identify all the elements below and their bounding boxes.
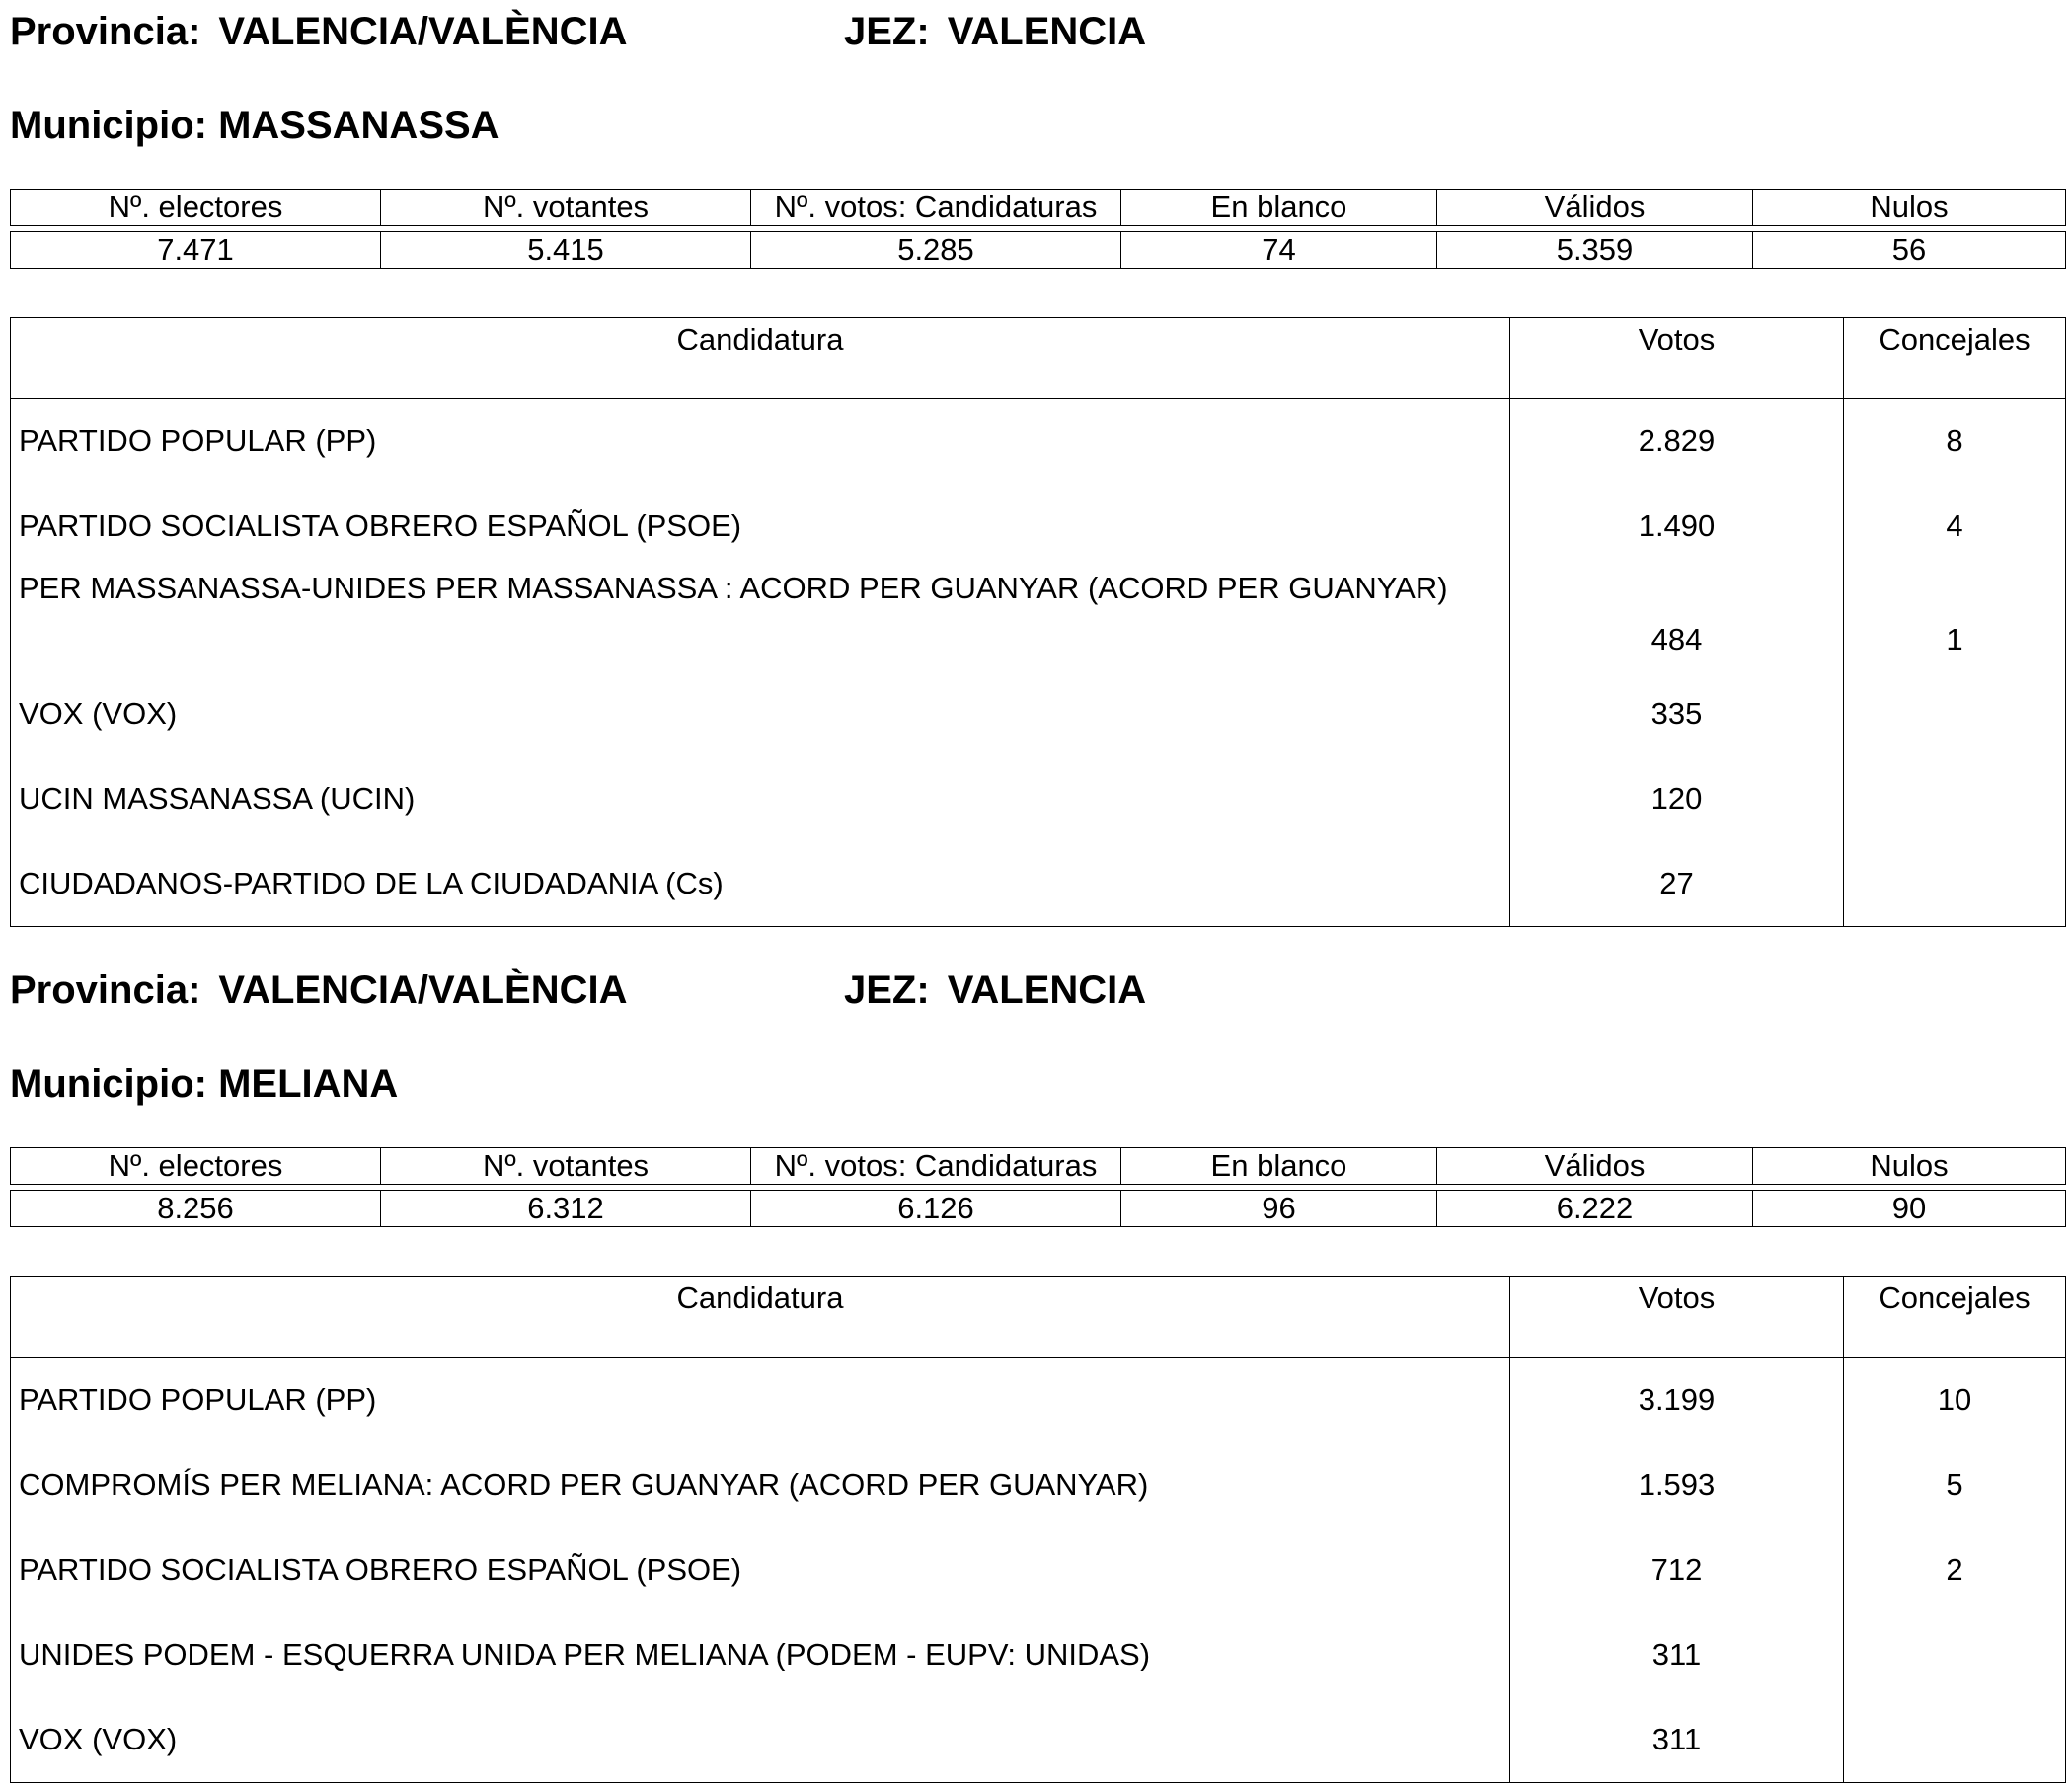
table-row xyxy=(11,1527,2066,1612)
stats-header: Nº. electores xyxy=(11,190,381,226)
table-row xyxy=(11,1697,2066,1783)
municipio-label: Municipio: xyxy=(10,104,207,147)
candidatura-votos: 2.829 xyxy=(1510,399,1844,485)
stats-header: Nº. electores xyxy=(11,1148,381,1185)
candidatura-name: PARTIDO SOCIALISTA OBRERO ESPAÑOL (PSOE) xyxy=(11,1527,1510,1612)
municipio-label: Municipio: xyxy=(10,1062,207,1106)
stats-value-validos: 6.222 xyxy=(1437,1191,1753,1227)
candidaturas-header-row xyxy=(11,1277,2066,1358)
candidatura-concejales xyxy=(1844,756,2066,841)
candidatura-concejales: 1 xyxy=(1946,622,1963,657)
municipio-value: MELIANA xyxy=(218,1062,399,1106)
stats-header: Válidos xyxy=(1437,1148,1753,1185)
jez-line xyxy=(844,12,1146,51)
candidatura-concejales: 10 xyxy=(1937,1382,1972,1417)
stats-header: En blanco xyxy=(1121,190,1437,226)
provincia-label: Provincia: xyxy=(10,969,201,1012)
table-row xyxy=(11,484,2066,569)
stats-value-blanco: 74 xyxy=(1121,232,1437,269)
stats-value-electores: 7.471 xyxy=(11,232,381,269)
candidatura-concejales: 8 xyxy=(1946,424,1963,458)
provincia-value: VALENCIA/VALÈNCIA xyxy=(218,969,628,1012)
candidatura-concejales xyxy=(1844,841,2066,927)
stats-header: Nulos xyxy=(1753,190,2066,226)
candidaturas-header-row xyxy=(11,318,2066,399)
table-row xyxy=(11,756,2066,841)
candidatura-name: UNIDES PODEM - ESQUERRA UNIDA PER MELIANA (PODEM - EUPV: UNIDAS) xyxy=(11,1612,1510,1697)
table-row xyxy=(11,1358,2066,1443)
candidatura-name: PARTIDO POPULAR (PP) xyxy=(11,399,1510,485)
municipio-line xyxy=(10,1064,398,1104)
stats-value-electores: 8.256 xyxy=(11,1191,381,1227)
candidatura-header: Candidatura xyxy=(11,318,1510,399)
candidatura-votos: 335 xyxy=(1510,671,1844,756)
stats-values-table xyxy=(10,231,2066,269)
jez-label: JEZ: xyxy=(844,10,930,53)
stats-header: Nulos xyxy=(1753,1148,2066,1185)
stats-value-candidaturas: 6.126 xyxy=(751,1191,1121,1227)
candidaturas-table xyxy=(10,1276,2066,1783)
candidatura-concejales xyxy=(1844,1697,2066,1783)
candidatura-concejales xyxy=(1844,671,2066,756)
candidatura-votos: 311 xyxy=(1510,1697,1844,1783)
votos-header: Votos xyxy=(1510,1277,1844,1358)
jez-value: VALENCIA xyxy=(947,10,1147,53)
stats-header: En blanco xyxy=(1121,1148,1437,1185)
votos-header: Votos xyxy=(1510,318,1844,399)
candidatura-votos: 27 xyxy=(1510,841,1844,927)
candidatura-name: VOX (VOX) xyxy=(11,671,1510,756)
provincia-value: VALENCIA/VALÈNCIA xyxy=(218,10,628,53)
candidatura-votos: 3.199 xyxy=(1510,1358,1844,1443)
table-row xyxy=(11,841,2066,927)
stats-header-table xyxy=(10,189,2066,226)
jez-line xyxy=(844,971,1146,1010)
candidatura-concejales: 4 xyxy=(1946,508,1963,543)
stats-value-nulos: 90 xyxy=(1753,1191,2066,1227)
candidatura-name: PARTIDO POPULAR (PP) xyxy=(11,1358,1510,1443)
candidatura-votos: 712 xyxy=(1510,1527,1844,1612)
stats-header: Nº. votantes xyxy=(381,1148,751,1185)
table-row xyxy=(11,671,2066,756)
stats-header: Nº. votos: Candidaturas xyxy=(751,190,1121,226)
candidatura-concejales: 2 xyxy=(1946,1552,1963,1587)
candidatura-votos: 1.490 xyxy=(1510,484,1844,569)
stats-header: Nº. votantes xyxy=(381,190,751,226)
concejales-header: Concejales xyxy=(1844,1277,2066,1358)
candidatura-name: PARTIDO SOCIALISTA OBRERO ESPAÑOL (PSOE) xyxy=(11,484,1510,569)
candidatura-name: COMPROMÍS PER MELIANA: ACORD PER GUANYAR (ACORD PER GUANYAR) xyxy=(11,1442,1510,1527)
stats-value-nulos: 56 xyxy=(1753,232,2066,269)
provincia-line xyxy=(10,971,628,1010)
stats-header-table xyxy=(10,1147,2066,1185)
stats-value-blanco: 96 xyxy=(1121,1191,1437,1227)
stats-values-table xyxy=(10,1190,2066,1227)
candidatura-name: PER MASSANASSA-UNIDES PER MASSANASSA : ACORD PER GUANYAR (ACORD PER GUANYAR) xyxy=(11,569,1510,671)
candidatura-header: Candidatura xyxy=(11,1277,1510,1358)
candidatura-votos: 311 xyxy=(1510,1612,1844,1697)
stats-value-votantes: 6.312 xyxy=(381,1191,751,1227)
concejales-header: Concejales xyxy=(1844,318,2066,399)
stats-value-validos: 5.359 xyxy=(1437,232,1753,269)
candidatura-votos: 1.593 xyxy=(1510,1442,1844,1527)
candidatura-concejales: 5 xyxy=(1946,1467,1963,1502)
stats-header: Nº. votos: Candidaturas xyxy=(751,1148,1121,1185)
table-row xyxy=(11,569,2066,671)
candidatura-name: UCIN MASSANASSA (UCIN) xyxy=(11,756,1510,841)
candidatura-concejales xyxy=(1844,1612,2066,1697)
municipio-line xyxy=(10,106,499,145)
candidatura-votos: 120 xyxy=(1510,756,1844,841)
provincia-line xyxy=(10,12,628,51)
provincia-label: Provincia: xyxy=(10,10,201,53)
stats-value-candidaturas: 5.285 xyxy=(751,232,1121,269)
candidatura-name: VOX (VOX) xyxy=(11,1697,1510,1783)
stats-value-votantes: 5.415 xyxy=(381,232,751,269)
candidatura-votos: 484 xyxy=(1510,569,1844,671)
municipio-value: MASSANASSA xyxy=(218,104,499,147)
candidatura-name: CIUDADANOS-PARTIDO DE LA CIUDADANIA (Cs) xyxy=(11,841,1510,927)
table-row xyxy=(11,399,2066,485)
stats-header: Válidos xyxy=(1437,190,1753,226)
jez-value: VALENCIA xyxy=(947,969,1147,1012)
table-row xyxy=(11,1442,2066,1527)
table-row xyxy=(11,1612,2066,1697)
jez-label: JEZ: xyxy=(844,969,930,1012)
candidaturas-table xyxy=(10,317,2066,927)
